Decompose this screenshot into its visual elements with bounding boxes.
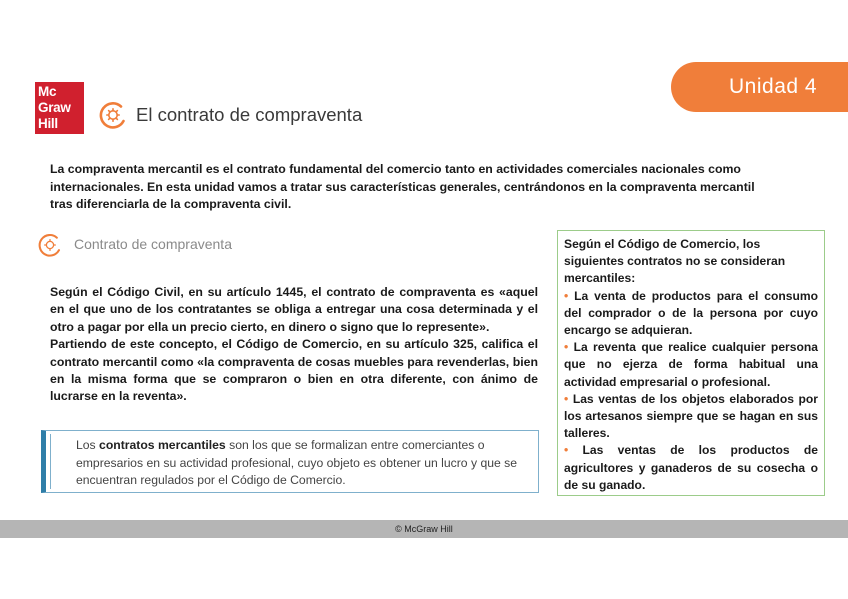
paragraph: Según el Código Civil, en su artículo 1445, el contrato de compraventa es «aquel en el que uno de los contratantes se obliga a entregar una cosa determinada y el otro a pagar por ella un precio cierto, en dinero o signo que lo represente». <box>50 285 538 334</box>
gear-icon <box>38 233 62 257</box>
bullet-icon: • <box>564 288 569 303</box>
exclusion-list <box>564 288 818 494</box>
list-item: • La reventa que realice cualquier persona que no ejerza de forma habitual una actividad empresarial o profesional. <box>564 340 818 389</box>
bullet-icon: • <box>564 391 569 406</box>
highlight-term: contratos mercantiles <box>99 438 226 452</box>
list-item: • Las ventas de los objetos elaborados por los artesanos siempre que se hagan en sus talleres. <box>564 391 818 441</box>
gear-icon <box>99 101 127 129</box>
section-title: Contrato de compraventa <box>74 236 232 252</box>
non-mercantile-box <box>557 230 825 496</box>
page-title: El contrato de compraventa <box>136 104 363 125</box>
paragraph: Partiendo de este concepto, el Código de Comercio, en su artículo 325, califica el contrato mercantil como «la compraventa de cosas muebles para revenderlas, bien en la misma forma que se compraron o bien en otra diferente, con ánimo de lucrarse en la reventa». <box>50 337 538 404</box>
bullet-icon: • <box>564 443 569 458</box>
unit-label: Unidad 4 <box>729 75 818 98</box>
list-item: • La venta de productos para el consumo del comprador o de la persona por cuyo encargo se adquieran. <box>564 288 818 338</box>
box-lead: Según el Código de Comercio, los siguientes contratos no se consideran mercantiles: <box>564 237 786 286</box>
unit-tab <box>671 62 848 112</box>
intro-paragraph: La compraventa mercantil es el contrato fundamental del comercio tanto en actividades comerciales nacionales como internacionales. En esta unidad vamos a tratar sus características generales, centrándonos en la compraventa mercantil tras diferenciarla de la compraventa civil. <box>50 162 755 211</box>
definition-box: Los contratos mercantiles son los que se formalizan entre comerciantes o empresarios en su actividad profesional, cuyo objeto es obtener un lucro y que se encuentran regulados por el Código de Comercio. <box>41 430 539 493</box>
list-item: • Las ventas de los productos de agricultores y ganaderos de su cosecha o de su ganado. <box>564 443 818 492</box>
mcgraw-hill-logo: Mc Graw Hill <box>35 82 84 134</box>
bullet-icon: • <box>564 340 569 355</box>
section-body <box>50 284 538 406</box>
copyright: © McGraw Hill <box>395 524 453 534</box>
